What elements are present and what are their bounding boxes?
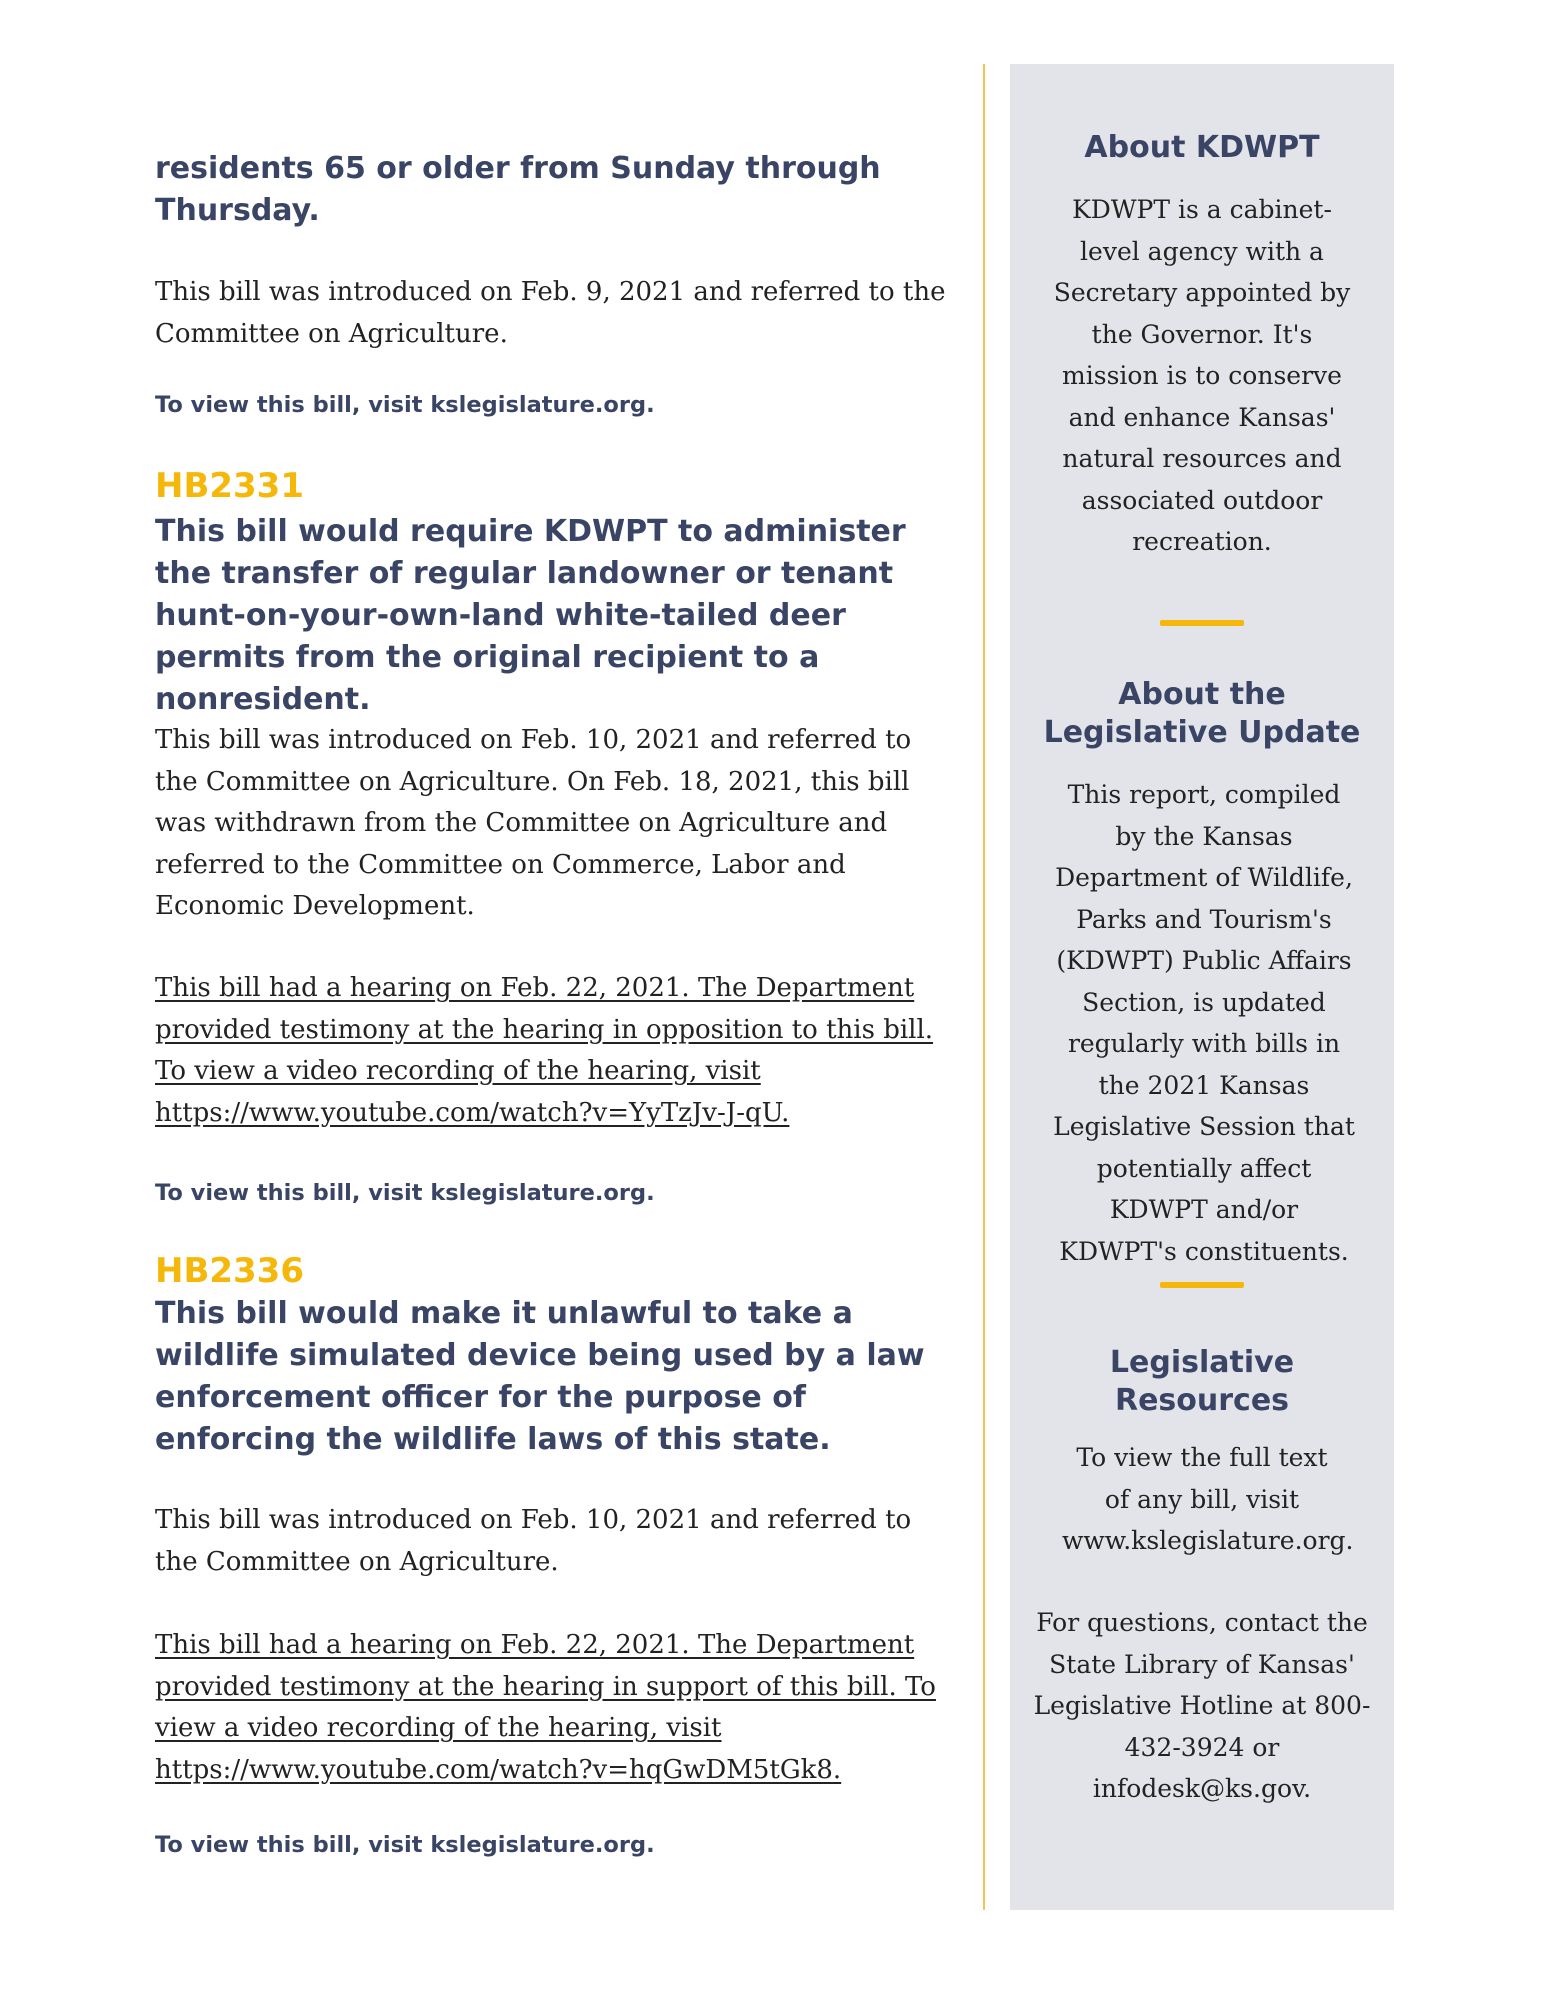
intro-body: This bill was introduced on Feb. 9, 2021 and referred to the Committee on Agriculture. bbox=[155, 277, 946, 349]
sidebar bbox=[1010, 64, 1394, 1910]
bill-id-hb2331: HB2331 bbox=[155, 466, 304, 506]
bill-id-hb2336: HB2336 bbox=[155, 1251, 304, 1291]
sidebar-divider-2 bbox=[1160, 1282, 1244, 1288]
bill-summary-hb2331: This bill would require KDWPT to administer the transfer of regular landowner or tenant hunt-on-your-own-land white-tailed deer permits from the original recipient to a nonresident. bbox=[155, 514, 906, 717]
sidebar-divider-1 bbox=[1160, 620, 1244, 626]
bill-introduced-hb2331: This bill was introduced on Feb. 10, 2021 and referred to the Committee on Agriculture. On Feb. 18, 2021, this bill was withdrawn from the Committee on Agriculture and referred to the Committee on Commerce, Labor and Economic Development. bbox=[155, 725, 912, 921]
sidebar-resources-text-2[interactable]: For questions, contact the State Library of Kansas' Legislative Hotline at 800-432-3924 or infodesk@ks.gov. bbox=[1033, 1608, 1371, 1803]
bill-hearing-link-hb2331[interactable]: This bill had a hearing on Feb. 22, 2021. The Department provided testimony at the hearing in opposition to this bill. To view a video recording of the hearing, visit https://www.youtube.com/watch?v=YyTzJv-J-qU. bbox=[155, 973, 934, 1128]
bill-view-link-hb2331[interactable]: To view this bill, visit kslegislature.org. bbox=[155, 1180, 655, 1206]
bill-view-link-hb2336[interactable]: To view this bill, visit kslegislature.org. bbox=[155, 1832, 655, 1858]
sidebar-update-title: About the Legislative Update bbox=[1043, 677, 1361, 750]
intro-heading: residents 65 or older from Sunday through Thursday. bbox=[155, 151, 881, 228]
intro-view-link[interactable]: To view this bill, visit kslegislature.org. bbox=[155, 392, 655, 418]
bill-introduced-hb2336: This bill was introduced on Feb. 10, 2021 and referred to the Committee on Agriculture. bbox=[155, 1505, 912, 1577]
sidebar-update-text: This report, compiled by the Kansas Department of Wildlife, Parks and Tourism's (KDWPT) Public Affairs Section, is updated regularly with bills in the 2021 Kansas Legislative Session that potentially affect KDWPT and/or KDWPT's constituents. bbox=[1053, 780, 1355, 1266]
column-divider bbox=[983, 64, 985, 1910]
sidebar-about-title: About KDWPT bbox=[1084, 130, 1320, 165]
sidebar-resources-text-1[interactable]: To view the full text of any bill, visit www.kslegislature.org. bbox=[1062, 1443, 1354, 1555]
sidebar-about-text: KDWPT is a cabinet-level agency with a Secretary appointed by the Governor. It's mission is to conserve and enhance Kansas' natural resources and associated outdoor recreation. bbox=[1053, 195, 1351, 556]
bill-hearing-link-hb2336[interactable]: This bill had a hearing on Feb. 22, 2021. The Department provided testimony at the hearing in support of this bill. To view a video recording of the hearing, visit https://www.youtube.com/watch?v=hqGwDM5tGk8. bbox=[155, 1630, 936, 1785]
bill-summary-hb2336: This bill would make it unlawful to take a wildlife simulated device being used by a law enforcement officer for the purpose of enforcing the wildlife laws of this state. bbox=[155, 1296, 925, 1457]
sidebar-resources-title: Legislative Resources bbox=[1109, 1345, 1295, 1418]
